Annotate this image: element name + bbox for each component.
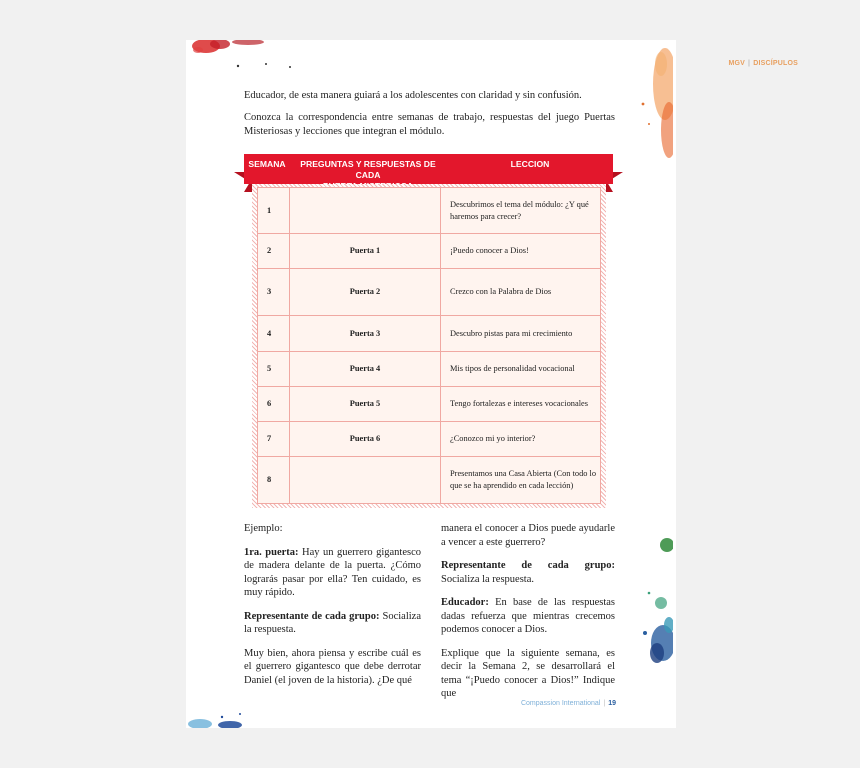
header-section: MGV: [728, 60, 746, 67]
row-lesson: Crezco con la Palabra de Dios: [441, 269, 601, 316]
blue-watercolor-splash: [186, 708, 250, 728]
row-week-number: 8: [258, 457, 290, 504]
header-preguntas-line1: PREGUNTAS Y RESPUESTAS DE CADA: [300, 159, 436, 180]
row-door: Puerta 2: [290, 269, 441, 316]
left-p1-text: Hay un guerrero gigantesco de madera delante de la puerta. ¿Cómo lograrás pasar por ella? Ten cuidado, es muy rápido.: [244, 546, 421, 598]
row-door: Puerta 5: [290, 387, 441, 422]
page-number: 19: [608, 700, 616, 707]
row-door: Puerta 1: [290, 234, 441, 269]
orange-watercolor-splash: [635, 44, 673, 162]
table-row: [258, 457, 601, 504]
row-week-number: 6: [258, 387, 290, 422]
left-paragraph-2: [244, 610, 421, 637]
right-p3-bold: Educador:: [441, 597, 489, 608]
right-paragraph-4: Explique que la siguiente semana, es decir la Semana 2, se desarrollará el tema “¡Puedo conocer a Dios!” Indique que: [441, 647, 615, 699]
row-lesson: Descubro pistas para mi crecimiento: [441, 316, 601, 352]
row-lesson: Descubrimos el tema del módulo: ¿Y qué haremos para crecer?: [441, 188, 601, 234]
table-row: [258, 422, 601, 457]
right-p2-bold: Representante de cada grupo:: [441, 560, 615, 571]
row-lesson: Presentamos una Casa Abierta (Con todo lo que se ha aprendido en cada lección): [441, 457, 601, 504]
footer-org: Compassion International: [520, 700, 601, 707]
row-door: [290, 188, 441, 234]
teal-watercolor-splash: [635, 533, 673, 689]
row-door: Puerta 4: [290, 352, 441, 387]
left-p1-bold: 1ra. puerta:: [244, 546, 299, 558]
header-semana: SEMANA: [248, 159, 286, 169]
row-lesson: ¡Puedo conocer a Dios!: [441, 234, 601, 269]
left-paragraph-3: Muy bien, ahora piensa y escribe cuál es el guerrero gigantesco que debe derrotar Daniel (el joven de la historia). ¿De qué: [244, 647, 421, 686]
table-row: [258, 269, 601, 316]
row-week-number: 5: [258, 352, 290, 387]
right-paragraph-3: [441, 596, 615, 637]
header-leccion: LECCION: [510, 159, 550, 169]
row-week-number: 1: [258, 188, 290, 234]
right-paragraph-1: manera el conocer a Dios puede ayudarle a vencer a este guerrero?: [441, 523, 615, 548]
table-row: [258, 188, 601, 234]
left-p2-bold: Representante de cada grupo:: [244, 610, 380, 622]
table-row: [258, 387, 601, 422]
lesson-table: [257, 187, 601, 504]
row-week-number: 7: [258, 422, 290, 457]
right-p3-text: En base de las respuestas dadas refuerza que mientras crecemos podemos conocer a Dios.: [441, 597, 615, 635]
row-lesson: Tengo fortalezas e intereses vocacionales: [441, 387, 601, 422]
row-lesson: Mis tipos de personalidad vocacional: [441, 352, 601, 387]
right-column: [441, 522, 615, 711]
right-paragraph-2: [441, 559, 615, 586]
table-row: [258, 316, 601, 352]
row-week-number: 4: [258, 316, 290, 352]
lesson-table-frame: [252, 184, 606, 508]
intro-paragraph-1: Educador, de esta manera guiará a los adolescentes con claridad y sin confusión.: [244, 90, 582, 101]
row-door: Puerta 3: [290, 316, 441, 352]
intro-paragraph-2: Conozca la correspondencia entre semanas de trabajo, respuestas del juego Puertas Misteriosas y lecciones que integran el módulo.: [244, 112, 615, 137]
right-p2-text: Socializa la respuesta.: [441, 573, 535, 585]
left-column: [244, 522, 421, 697]
example-label: Ejemplo:: [244, 523, 283, 534]
left-p2-text: Socializa la respuesta.: [244, 610, 421, 635]
table-row: [258, 352, 601, 387]
header-subsection: DISCÍPULOS: [753, 60, 798, 67]
red-watercolor-splash: [186, 40, 306, 78]
row-door: [290, 457, 441, 504]
running-header: MGV | DISCÍPULOS: [728, 60, 798, 67]
left-paragraph-1: [244, 546, 421, 600]
row-door: Puerta 6: [290, 422, 441, 457]
table-row: [258, 234, 601, 269]
row-week-number: 3: [258, 269, 290, 316]
row-week-number: 2: [258, 234, 290, 269]
row-lesson: ¿Conozco mi yo interior?: [441, 422, 601, 457]
page-footer: Compassion International | 19: [520, 700, 616, 707]
